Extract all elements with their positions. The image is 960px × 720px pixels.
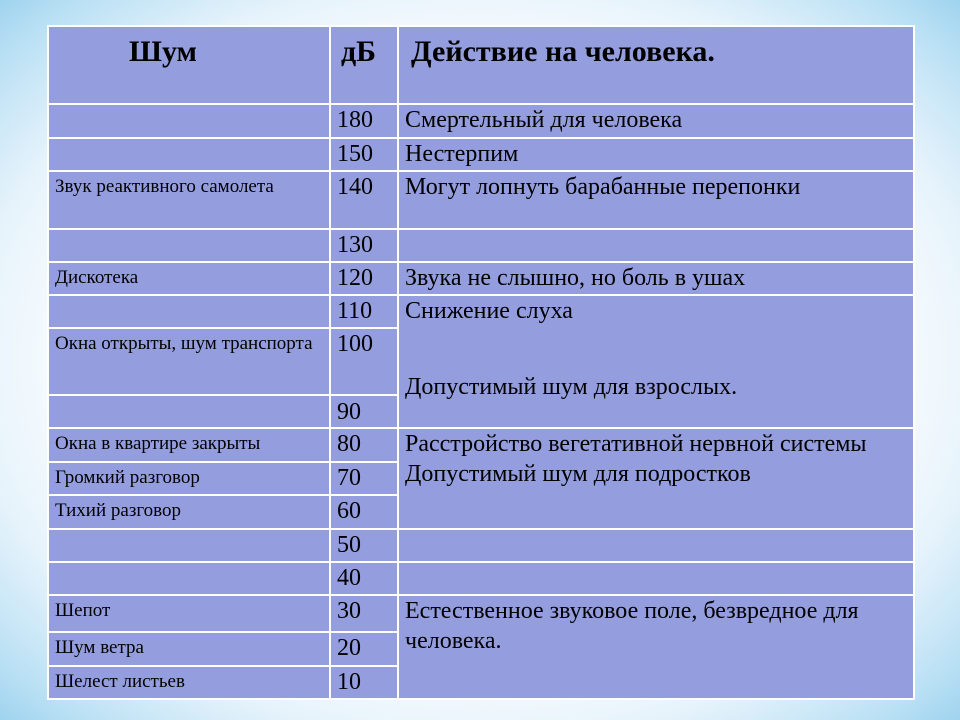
table-row	[48, 529, 914, 562]
db-cell: 60	[330, 495, 398, 529]
effect-cell	[398, 529, 914, 562]
noise-cell: Окна открыты, шум транспорта	[48, 328, 330, 395]
db-cell: 140	[330, 171, 398, 229]
noise-cell: Окна в квартире закрыты	[48, 428, 330, 462]
db-cell: 10	[330, 666, 398, 699]
effect-nervous-system: Расстройство вегетативной нервной системы	[405, 431, 867, 457]
effect-hearing-loss: Снижение слуха	[405, 298, 573, 324]
noise-cell	[48, 104, 330, 138]
noise-cell	[48, 295, 330, 328]
noise-cell: Дискотека	[48, 262, 330, 295]
noise-cell	[48, 562, 330, 595]
noise-cell: Шум ветра	[48, 632, 330, 666]
noise-cell: Звук реактивного самолета	[48, 171, 330, 229]
noise-cell	[48, 229, 330, 262]
noise-cell: Шелест листьев	[48, 666, 330, 699]
table-row	[48, 138, 914, 171]
header-effect: Действие на человека.	[398, 26, 914, 104]
effect-cell	[398, 229, 914, 262]
table-row	[48, 104, 914, 138]
table-row	[48, 562, 914, 595]
effect-cell: Смертельный для человека	[398, 104, 914, 138]
effect-cell-merged-hearing	[398, 295, 914, 428]
table-row	[48, 295, 914, 328]
table-row	[48, 262, 914, 295]
table-row	[48, 229, 914, 262]
db-cell: 120	[330, 262, 398, 295]
noise-cell	[48, 138, 330, 171]
effect-cell-merged-natural	[398, 595, 914, 699]
effect-adult-limit: Допустимый шум для взрослых.	[405, 374, 738, 400]
db-cell: 50	[330, 529, 398, 562]
db-cell: 70	[330, 462, 398, 495]
db-cell: 40	[330, 562, 398, 595]
effect-natural-field: Естественное звуковое поле, безвредное для человека.	[405, 598, 859, 654]
db-cell: 30	[330, 595, 398, 632]
noise-cell: Тихий разговор	[48, 495, 330, 529]
table-row	[48, 428, 914, 462]
noise-cell	[48, 529, 330, 562]
effect-cell-merged-nervous	[398, 428, 914, 529]
db-cell: 180	[330, 104, 398, 138]
effect-cell: Нестерпим	[398, 138, 914, 171]
effect-teen-limit: Допустимый шум для подростков	[405, 461, 751, 487]
db-cell: 90	[330, 395, 398, 428]
noise-cell	[48, 395, 330, 428]
noise-cell: Шепот	[48, 595, 330, 632]
table-row	[48, 171, 914, 229]
table-header-row	[48, 26, 914, 104]
db-cell: 110	[330, 295, 398, 328]
header-noise: Шум	[48, 26, 330, 104]
db-cell: 80	[330, 428, 398, 462]
db-cell: 130	[330, 229, 398, 262]
effect-cell	[398, 562, 914, 595]
noise-table	[47, 25, 915, 700]
table-row	[48, 595, 914, 632]
effect-cell: Звука не слышно, но боль в ушах	[398, 262, 914, 295]
effect-cell: Могут лопнуть барабанные перепонки	[398, 171, 914, 229]
noise-cell: Громкий разговор	[48, 462, 330, 495]
db-cell: 100	[330, 328, 398, 395]
header-db: дБ	[330, 26, 398, 104]
db-cell: 20	[330, 632, 398, 666]
db-cell: 150	[330, 138, 398, 171]
